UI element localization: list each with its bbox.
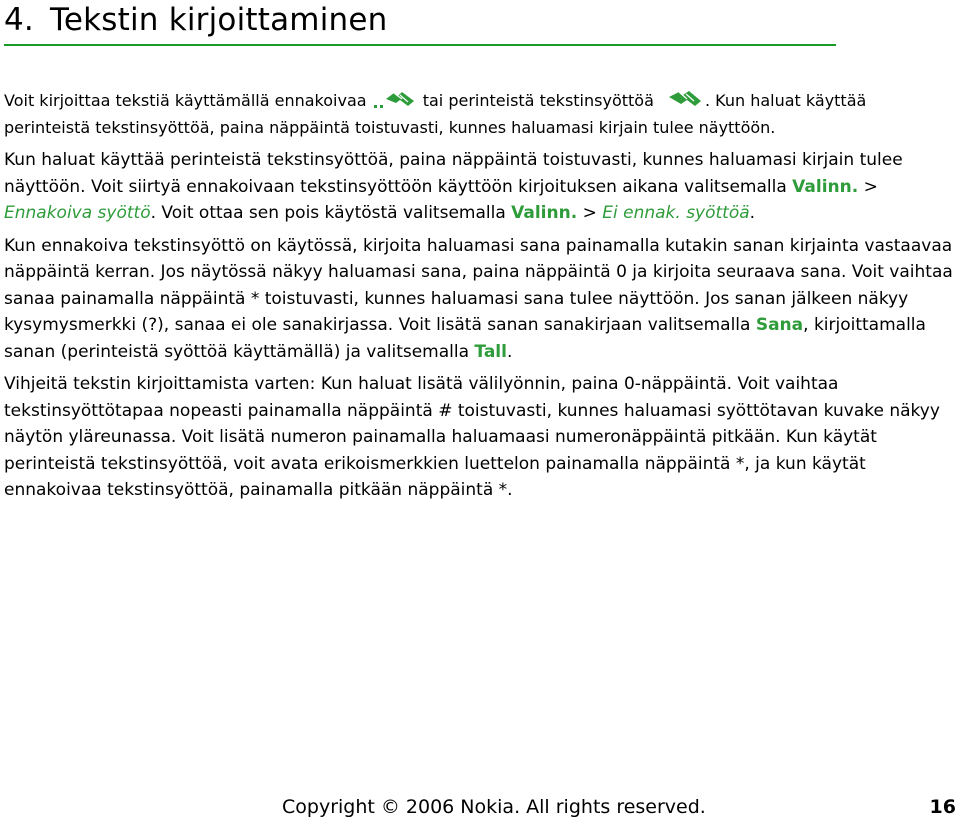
text-segment: tai perinteistä tekstinsyöttöä [417,91,659,110]
chapter-number: 4. [4,2,34,38]
text-segment: Kun haluat käyttää perinteistä tekstinsyöttöä, paina näppäintä toistuvasti, kunnes haluamasi kirjain tulee näyttöön. Voit siirtyä ennakoivaan tekstinsyöttöön käyttöön kirjoituksen aikana valitsemalla [4,150,903,197]
text-segment: Kun ennakoiva tekstinsyöttö on käytössä, kirjoita haluamasi sana painamalla kutakin sanan kirjainta vastaavaa näppäintä kerran. Jos näytössä näkyy haluamasi sana, paina näppäintä 0 ja kirjoita seuraava sana. Voit vaihtaa sanaa painamalla näppäintä * toistuvasti, kunnes haluamasi sana tulee näyttöön. Jos sanan jälkeen näkyy kysymysmerkki (?), sanaa ei ole sanakirjassa. Voit lisätä sanan sanakirjaan valitsemalla [4,235,953,335]
text-segment: > [858,176,878,197]
text-segment: > [577,203,603,223]
footer-copyright: Copyright © 2006 Nokia. All rights reserved. [282,796,706,818]
predictive-text-icon [372,89,418,109]
page-number: 16 [929,796,956,818]
text-segment: Vihjeitä tekstin kirjoittamista varten: Kun haluat lisätä välilyönnin, paina 0-näppäintä. Voit vaihtaa tekstinsyöttötapaa nopeasti painamalla näppäintä # toistuvasti, kunnes haluamasi syöttötavan kuvake näkyy näytön yläreunassa. Voit lisätä numeron painamalla haluamaasi numeronäppäintä pitkään. Kun käytät perinteistä tekstinsyöttöä, voit avata erikoismerkkien luettelon painamalla näppäintä *, ja kun käytät ennakoivaa tekstinsyöttöä, painamalla pitkään näppäintä *. [4,374,940,500]
menu-label-save: Tall [474,341,507,362]
paragraph-tips [4,371,956,504]
chapter-title: Tekstin kirjoittaminen [49,2,388,38]
text-segment: . [506,341,513,362]
traditional-text-icon [659,89,705,109]
heading-rule [4,44,836,46]
text-segment: Voit kirjoittaa tekstiä käyttämällä ennakoivaa [4,91,372,110]
text-segment: . Kun haluat käyttää perinteistä tekstinsyöttöä, paina näppäintä toistuvasti, kunnes haluamasi kirjain tulee näyttöön. [4,91,867,137]
menu-label-options: Valinn. [511,203,578,223]
paragraph-predictive-usage [4,233,956,366]
text-segment: . [749,203,756,223]
page-body [4,88,956,510]
page-heading [4,0,387,40]
menu-option-predictive-off: Ei ennak. syöttöä [602,203,750,223]
text-segment: . Voit ottaa sen pois käytöstä valitsemalla [150,203,512,223]
paragraph-intro [4,88,956,141]
menu-label-options: Valinn. [792,176,859,197]
paragraph-predictive-toggle [4,147,956,227]
menu-option-predictive-on: Ennakoiva syöttö [4,203,151,223]
menu-label-word: Sana [755,315,804,335]
text-segment: , kirjoittamalla sanan (perinteistä syöttöä käyttämällä) ja valitsemalla [4,315,926,362]
